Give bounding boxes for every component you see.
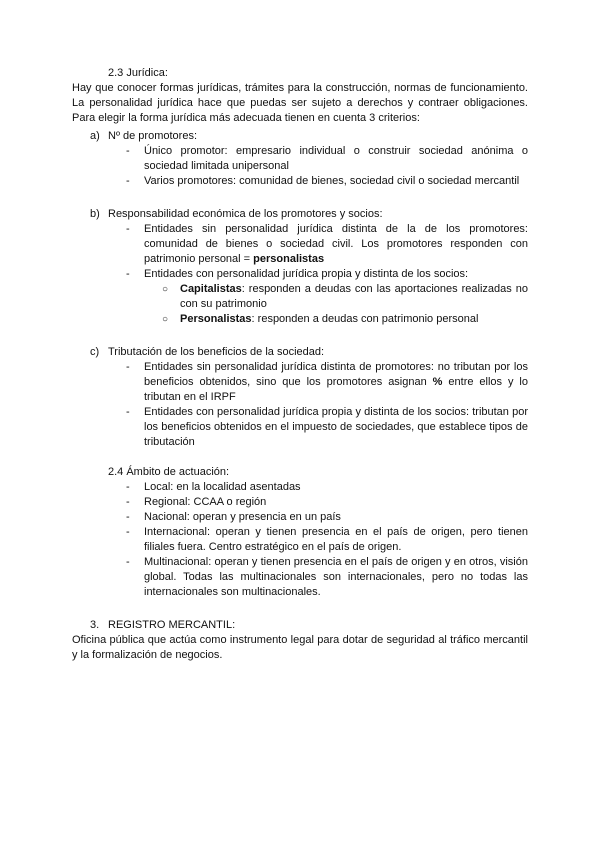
section-number: 3. — [90, 619, 100, 631]
list-item: - Internacional: operan y tienen presencia en el país de origen, pero tienen filiales fuera. Centro estratégico en el país de origen. — [126, 526, 528, 553]
registro-text: Oficina pública que actúa como instrumento legal para dotar de seguridad al tráfico mercantil y la formalización de negocios. — [72, 634, 528, 661]
criterion-c — [72, 345, 528, 360]
section-heading-registro: REGISTRO MERCANTIL: — [108, 619, 236, 631]
criterion-c-title: Tributación de los beneficios de la sociedad: — [108, 346, 325, 358]
criterion-a-title: Nº de promotores: — [108, 130, 197, 142]
section-heading-juridica: 2.3 Jurídica: — [108, 67, 168, 79]
sub-list-item: ○ Capitalistas: responden a deudas con las aportaciones realizadas no con su patrimonio — [162, 283, 528, 310]
criterion-a — [72, 129, 528, 144]
list-item: - Entidades sin personalidad jurídica distinta de promotores: no tributan por los beneficios obtenidos, sino que los promotores asignan % entre ellos y lo tributan en el IRPF — [126, 361, 528, 403]
circle-bullet: ○ — [162, 284, 169, 295]
section-heading-ambito: 2.4 Ámbito de actuación: — [108, 466, 230, 478]
dash-bullet: - — [126, 496, 130, 508]
list-item: - Multinacional: operan y tienen presencia en el país de origen y en otros, visión global. Todas las multinacionales son internacionales, pero no todas las internacionales son multinacionales. — [126, 556, 528, 598]
dash-bullet: - — [126, 175, 130, 187]
dash-bullet: - — [126, 145, 130, 157]
dash-bullet: - — [126, 481, 130, 493]
criterion-b-title: Responsabilidad económica de los promotores y socios: — [108, 208, 383, 220]
list-item: - Local: en la localidad asentadas — [126, 481, 301, 493]
criterion-b — [72, 207, 528, 222]
bold-term: Capitalistas — [180, 283, 242, 295]
list-item: - Entidades sin personalidad jurídica distinta de la de los promotores: comunidad de bienes o sociedad civil. Los promotores responden con patrimonio personal = personalistas — [126, 223, 528, 265]
list-item: - Entidades con personalidad jurídica propia y distinta de los socios: tributan por los beneficios obtenidos en el impuesto de sociedades, que establece tipos de tributación — [126, 406, 528, 448]
dash-bullet: - — [126, 268, 130, 280]
dash-bullet: - — [126, 556, 130, 568]
bold-term: Personalistas — [180, 313, 252, 325]
list-item: - Nacional: operan y presencia en un país — [126, 511, 341, 523]
criterion-c-label: c) — [90, 346, 100, 358]
criterion-a-label: a) — [90, 130, 100, 142]
list-item: - Único promotor: empresario individual o construir sociedad anónima o sociedad limitada unipersonal — [126, 145, 528, 172]
list-item: - Regional: CCAA o región — [126, 496, 267, 508]
dash-bullet: - — [126, 223, 130, 235]
dash-bullet: - — [126, 406, 130, 418]
criterion-b-label: b) — [90, 208, 100, 220]
list-item: - Varios promotores: comunidad de bienes, sociedad civil o sociedad mercantil — [126, 175, 520, 187]
sub-list-item: ○ Personalistas: responden a deudas con patrimonio personal — [162, 313, 479, 325]
bold-term: personalistas — [253, 253, 325, 265]
dash-bullet: - — [126, 361, 130, 373]
document-page — [72, 66, 528, 663]
circle-bullet: ○ — [162, 314, 169, 325]
dash-bullet: - — [126, 526, 130, 538]
list-item: - Entidades con personalidad jurídica propia y distinta de los socios: — [126, 268, 469, 280]
section-registro — [72, 618, 528, 633]
dash-bullet: - — [126, 511, 130, 523]
juridica-intro: Hay que conocer formas jurídicas, trámites para la construcción, normas de funcionamiento. La personalidad jurídica hace que puedas ser sujeto a derechos y contraer obligaciones. Para elegir la forma jurídica más adecuada tienen en cuenta 3 criterios: — [72, 82, 528, 124]
bold-term: % — [432, 376, 443, 388]
